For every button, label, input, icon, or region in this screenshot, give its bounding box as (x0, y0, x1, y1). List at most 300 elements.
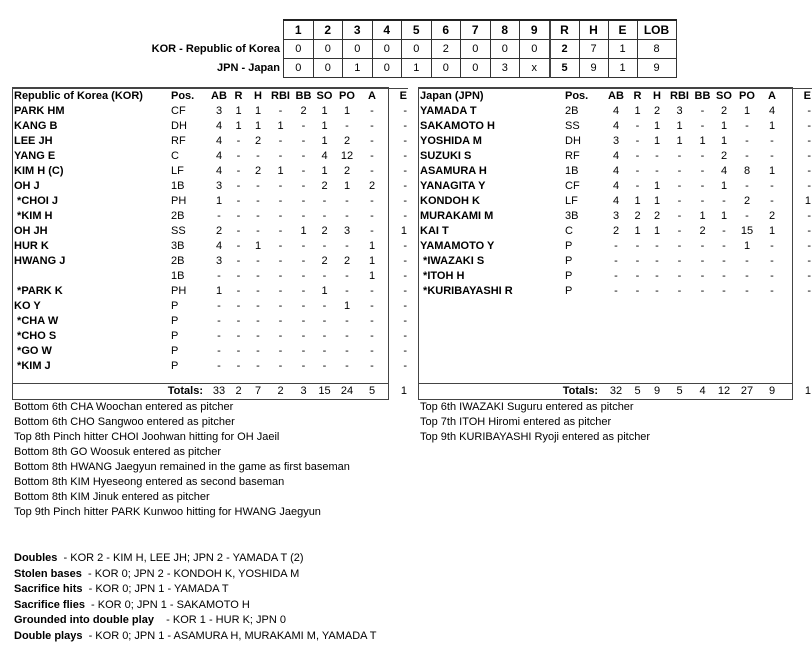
player-stat: - (403, 150, 407, 162)
inning-header: 9 (520, 20, 550, 40)
player-stat: 4 (612, 150, 620, 162)
player-name: *ITOH H (420, 270, 465, 282)
team-total-r: 5 (550, 59, 580, 78)
player-stat: - (322, 300, 327, 312)
player-stat: - (345, 330, 349, 342)
player-stat: - (403, 195, 407, 207)
player-stat: - (236, 135, 241, 147)
player-stat: - (256, 225, 260, 237)
column-header: E (785, 89, 812, 105)
player-stat: - (236, 210, 241, 222)
player-name: *CHA W (14, 315, 59, 327)
player-name: *CHO S (14, 330, 57, 342)
player-stat: - (403, 300, 407, 312)
game-stat-label: Double plays (14, 629, 83, 642)
player-stat: - (301, 315, 306, 327)
inning-header: 8 (490, 20, 520, 40)
player-stat: - (236, 240, 241, 252)
inning-score: 0 (520, 40, 550, 59)
player-stat: - (301, 135, 306, 147)
inning-header: 7 (461, 20, 491, 40)
game-stat-label: Sacrifice flies (14, 598, 85, 611)
inning-score: 0 (284, 59, 314, 78)
player-stat: 3 (343, 225, 351, 237)
player-stat: - (677, 255, 682, 267)
player-row (13, 209, 408, 224)
player-stat: 1 (699, 210, 706, 222)
player-stat: - (217, 270, 221, 282)
inning-score: 0 (313, 59, 343, 78)
player-row (13, 164, 408, 179)
player-position: P (171, 300, 179, 312)
player-stat: - (278, 225, 283, 237)
player-stat: 4 (321, 150, 328, 162)
player-stat: - (403, 285, 407, 297)
inning-header: 6 (431, 20, 461, 40)
total-stat: 5 (676, 385, 683, 397)
player-stat: 2 (768, 210, 776, 222)
linescore-team-row (110, 59, 676, 78)
column-header: PO (735, 89, 759, 105)
player-stat: - (700, 255, 705, 267)
player-stat: 2 (321, 180, 328, 192)
kor-header-row (13, 89, 408, 105)
total-stat: 7 (254, 385, 262, 397)
player-stat: - (236, 165, 241, 177)
player-name: YANAGITA Y (420, 180, 486, 192)
player-row (419, 224, 812, 239)
inning-header: 2 (313, 20, 343, 40)
player-stat: - (635, 120, 640, 132)
player-position: DH (171, 120, 187, 132)
player-stat: - (745, 270, 749, 282)
player-stat: 3 (676, 105, 683, 117)
player-stat: 1 (768, 225, 776, 237)
game-stats (14, 551, 376, 644)
player-name: *GO W (14, 345, 52, 357)
player-stat: - (677, 270, 682, 282)
player-stat: - (677, 150, 682, 162)
player-stat: - (700, 105, 705, 117)
game-stat-label: Grounded into double play (14, 614, 154, 626)
player-stat: - (655, 150, 659, 162)
linescore-table (110, 19, 677, 78)
player-stat: - (807, 180, 811, 192)
column-header: Pos. (565, 89, 604, 105)
player-stat: 1 (699, 135, 706, 147)
player-stat: - (700, 240, 705, 252)
player-position: P (565, 285, 573, 297)
player-stat: - (655, 255, 659, 267)
player-name: *KIM H (14, 210, 53, 222)
inning-score: 0 (431, 59, 461, 78)
player-stat: - (722, 255, 726, 267)
player-stat: - (322, 195, 327, 207)
player-stat: 2 (343, 255, 351, 267)
totals-header: R (550, 20, 580, 40)
player-row (419, 119, 812, 134)
player-stat: - (301, 345, 306, 357)
game-stat-line (14, 567, 376, 583)
player-stat: 3 (215, 255, 223, 267)
player-stat: - (236, 270, 241, 282)
linescore (110, 19, 677, 78)
column-header: RBI (667, 89, 692, 105)
player-stat: - (614, 285, 618, 297)
inning-score: x (520, 59, 550, 78)
total-stat: 5 (368, 385, 376, 397)
player-position: CF (171, 105, 186, 117)
player-stat: - (807, 255, 811, 267)
player-row (419, 179, 812, 194)
column-header: A (359, 89, 385, 105)
player-stat: - (256, 300, 260, 312)
player-stat: - (217, 300, 221, 312)
player-stat: - (807, 270, 811, 282)
player-stat: 2 (699, 225, 706, 237)
player-stat: 1 (653, 120, 661, 132)
player-stat: 1 (634, 225, 641, 237)
player-stat: 2 (343, 165, 351, 177)
player-stat: 1 (368, 255, 376, 267)
substitution-note: Top 7th ITOH Hiromi entered as pitcher (420, 416, 612, 428)
player-stat: - (301, 210, 306, 222)
player-stat: - (635, 255, 640, 267)
player-stat: - (700, 270, 705, 282)
total-stat: 1 (400, 385, 407, 397)
player-row (419, 164, 812, 179)
player-row (13, 194, 408, 209)
player-stat: - (217, 345, 221, 357)
player-stat: - (322, 360, 327, 372)
player-row (13, 179, 408, 194)
player-stat: - (370, 135, 374, 147)
player-stat: - (807, 165, 811, 177)
team-label: JPN - Japan (217, 62, 280, 74)
player-stat: 3 (215, 180, 223, 192)
player-stat: - (807, 240, 811, 252)
player-name: KO Y (14, 300, 41, 312)
column-header: H (647, 89, 667, 105)
totals-header: H (579, 20, 608, 40)
column-header: SO (314, 89, 335, 105)
player-stat: 1 (768, 165, 776, 177)
column-header: R (628, 89, 647, 105)
player-stat: - (655, 240, 659, 252)
column-header: RBI (268, 89, 293, 105)
player-position: P (565, 270, 573, 282)
inning-header: 5 (402, 20, 432, 40)
player-stat: - (745, 210, 749, 222)
player-row (13, 134, 408, 149)
player-stat: 1 (720, 180, 728, 192)
player-stat: - (256, 150, 260, 162)
player-stat: - (700, 285, 705, 297)
player-stat: - (722, 270, 726, 282)
player-stat: - (745, 120, 749, 132)
player-stat: - (635, 270, 640, 282)
player-stat: - (256, 360, 260, 372)
player-stat: 12 (340, 150, 354, 162)
inning-score: 0 (490, 40, 520, 59)
player-stat: - (236, 195, 241, 207)
player-name: LEE JH (14, 135, 53, 147)
total-stat: 1 (804, 385, 811, 397)
player-stat: - (236, 300, 241, 312)
player-stat: - (677, 240, 682, 252)
jpn-header-row (419, 89, 812, 105)
player-stat: 2 (720, 105, 728, 117)
player-stat: - (236, 360, 241, 372)
player-stat: 2 (343, 135, 351, 147)
player-stat: - (403, 165, 407, 177)
player-stat: 4 (612, 165, 620, 177)
game-stat-value: - KOR 0; JPN 2 - KONDOH K, YOSHIDA M (81, 567, 300, 580)
total-stat: 2 (235, 385, 242, 397)
player-stat: - (236, 330, 241, 342)
inning-score: 0 (372, 40, 402, 59)
total-stat: 9 (653, 385, 661, 397)
player-stat: - (345, 210, 349, 222)
player-stat: - (278, 210, 283, 222)
player-stat: - (370, 210, 374, 222)
inning-score: 0 (284, 40, 314, 59)
player-stat: - (403, 270, 407, 282)
player-name: *KIM J (14, 360, 51, 372)
player-stat: - (403, 180, 407, 192)
player-stat: - (370, 300, 374, 312)
total-stat: 33 (212, 385, 226, 397)
player-name: *PARK K (14, 285, 63, 297)
player-stat: - (370, 150, 374, 162)
inning-score: 0 (343, 40, 373, 59)
player-stat: 1 (676, 135, 683, 147)
player-position: 2B (565, 105, 579, 117)
player-stat: - (807, 105, 811, 117)
player-stat: 2 (321, 225, 328, 237)
player-stat: - (370, 225, 374, 237)
player-position: LF (171, 165, 184, 177)
player-position: 1B (171, 270, 185, 282)
player-stat: 2 (653, 210, 661, 222)
player-row (419, 254, 812, 269)
player-stat: 4 (612, 195, 620, 207)
jpn-substitution-notes (420, 400, 650, 445)
linescore-team-row (110, 40, 676, 59)
totals-header: E (608, 20, 637, 40)
player-stat: - (745, 255, 749, 267)
game-stat-line (14, 551, 376, 567)
game-stat-line (14, 613, 376, 629)
player-row (13, 254, 408, 269)
column-header: A (759, 89, 785, 105)
player-stat: - (236, 285, 241, 297)
player-stat: - (322, 240, 327, 252)
inning-score: 0 (313, 40, 343, 59)
player-stat: 1 (235, 105, 242, 117)
player-stat: - (256, 345, 260, 357)
linescore-corner (110, 20, 284, 40)
player-stat: - (807, 135, 811, 147)
player-stat: - (745, 150, 749, 162)
player-stat: - (635, 285, 640, 297)
player-stat: - (770, 195, 774, 207)
player-stat: - (677, 180, 682, 192)
player-stat: 15 (740, 225, 754, 237)
game-stat-label: Sacrifice hits (14, 583, 83, 595)
player-stat: - (370, 165, 374, 177)
player-row (13, 299, 408, 314)
player-stat: - (770, 285, 774, 297)
player-name: *IWAZAKI S (420, 255, 485, 267)
player-row (13, 269, 408, 284)
column-header: Pos. (171, 89, 209, 105)
total-stat: 5 (634, 385, 641, 397)
player-stat: 4 (612, 120, 620, 132)
jpn-batting-box (418, 87, 811, 400)
player-stat: - (807, 120, 811, 132)
player-stat: 4 (215, 150, 223, 162)
player-stat: 2 (215, 225, 223, 237)
player-stat: - (722, 285, 726, 297)
player-stat: - (635, 135, 640, 147)
player-stat: 1 (215, 195, 223, 207)
inning-score: 0 (461, 59, 491, 78)
player-stat: - (345, 285, 349, 297)
player-stat: - (256, 315, 260, 327)
player-stat: - (301, 360, 306, 372)
player-stat: - (236, 150, 241, 162)
player-stat: - (370, 315, 374, 327)
substitution-note: Bottom 8th GO Woosuk entered as pitcher (14, 446, 222, 458)
player-stat: 1 (277, 120, 284, 132)
player-row (13, 284, 408, 299)
player-stat: - (614, 255, 618, 267)
player-stat: 2 (743, 195, 751, 207)
team-total-e: 1 (608, 59, 637, 78)
player-stat: - (635, 180, 640, 192)
player-position: DH (565, 135, 581, 147)
player-stat: - (301, 180, 306, 192)
player-name: PARK HM (14, 105, 65, 117)
team-total-e: 1 (608, 40, 637, 59)
player-stat: 2 (720, 150, 728, 162)
player-stat: - (700, 180, 705, 192)
column-header: R (229, 89, 248, 105)
player-stat: 4 (612, 105, 620, 117)
player-stat: - (403, 360, 407, 372)
player-stat: - (770, 150, 774, 162)
player-row (419, 194, 812, 209)
player-stat: - (301, 255, 306, 267)
player-stat: - (745, 135, 749, 147)
substitution-note: Top 9th Pinch hitter PARK Kunwoo hitting for HWANG Jaegyun (14, 506, 321, 518)
column-header: SO (713, 89, 735, 105)
kor-batting-box (12, 87, 407, 400)
player-stat: - (256, 285, 260, 297)
player-stat: - (301, 270, 306, 282)
jpn-batting-table (419, 88, 812, 299)
player-stat: 4 (215, 165, 223, 177)
player-stat: - (236, 255, 241, 267)
player-stat: - (217, 330, 221, 342)
player-stat: - (370, 345, 374, 357)
player-name: KIM H (C) (14, 165, 64, 177)
player-stat: - (278, 255, 283, 267)
game-stat-line (14, 582, 376, 598)
player-stat: - (256, 180, 260, 192)
player-stat: - (403, 345, 407, 357)
player-stat: - (700, 150, 705, 162)
player-stat: - (278, 105, 283, 117)
player-position: 2B (171, 255, 185, 267)
player-stat: - (403, 315, 407, 327)
player-stat: - (256, 330, 260, 342)
kor-totals-row (13, 383, 407, 399)
player-row (419, 284, 812, 299)
player-position: P (171, 360, 179, 372)
total-stat: 24 (340, 385, 354, 397)
player-stat: - (256, 255, 260, 267)
player-name: MURAKAMI M (420, 210, 494, 222)
player-row (419, 239, 812, 254)
player-position: 3B (565, 210, 579, 222)
player-name: KONDOH K (420, 195, 480, 207)
player-stat: - (370, 360, 374, 372)
total-stat: 12 (717, 385, 731, 397)
player-name: HWANG J (14, 255, 66, 267)
player-stat: - (278, 345, 283, 357)
game-stat-value: - KOR 1 - HUR K; JPN 0 (153, 614, 286, 626)
player-stat: - (677, 165, 682, 177)
player-stat: 2 (254, 165, 262, 177)
player-stat: - (217, 315, 221, 327)
player-row (13, 239, 408, 254)
player-position: C (171, 150, 179, 162)
substitution-note: Bottom 6th CHA Woochan entered as pitcher (14, 401, 234, 413)
player-stat: - (403, 330, 407, 342)
game-stat-value: - KOR 0; JPN 1 - ASAMURA H, MURAKAMI M, YAMADA T (82, 629, 377, 642)
inning-score: 3 (490, 59, 520, 78)
player-name: KAI T (420, 225, 449, 237)
total-stat: 27 (740, 385, 754, 397)
player-stat: 1 (321, 165, 328, 177)
player-position: 2B (171, 210, 185, 222)
player-stat: - (301, 300, 306, 312)
team-total-lob: 8 (637, 40, 676, 59)
player-position: CF (565, 180, 580, 192)
player-stat: 1 (720, 210, 728, 222)
player-stat: - (278, 315, 283, 327)
player-stat: - (370, 105, 374, 117)
player-stat: 1 (634, 105, 641, 117)
total-stat: 9 (768, 385, 776, 397)
player-stat: 1 (653, 135, 661, 147)
player-stat: 1 (720, 120, 728, 132)
inning-score: 1 (343, 59, 373, 78)
player-stat: 1 (653, 180, 661, 192)
player-stat: 1 (743, 240, 751, 252)
player-stat: - (807, 210, 811, 222)
team-total-r: 2 (550, 40, 580, 59)
player-stat: 1 (277, 165, 284, 177)
player-stat: 1 (215, 285, 223, 297)
game-stat-label: Stolen bases (14, 567, 82, 580)
inning-score: 1 (402, 59, 432, 78)
player-stat: - (370, 120, 374, 132)
player-stat: - (770, 135, 774, 147)
player-stat: 1 (400, 225, 407, 237)
